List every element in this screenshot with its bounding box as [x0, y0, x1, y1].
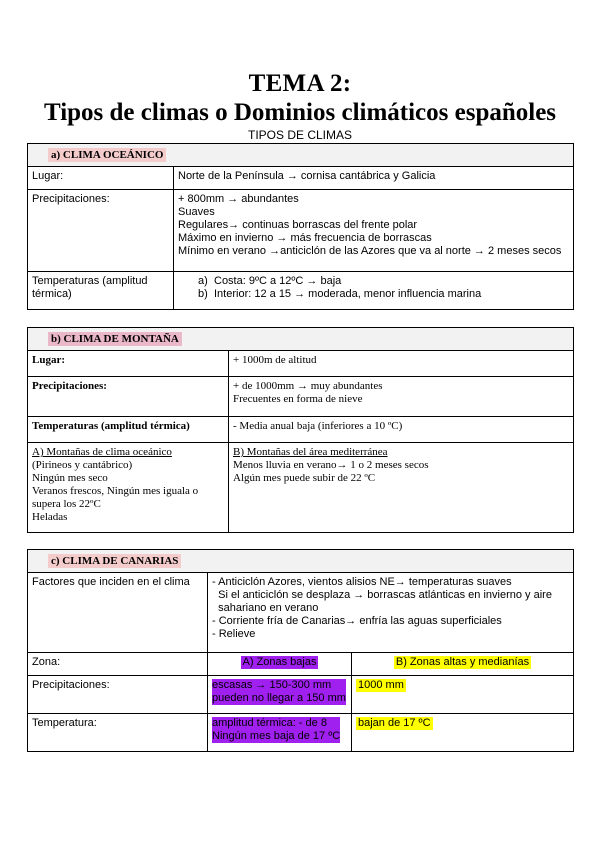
table-row — [28, 417, 574, 443]
factores-label: Factores que inciden en el clima — [28, 573, 208, 653]
detail-line: Ningún mes seco — [32, 472, 108, 484]
temp-item-text: Interior: 12 a 15 → moderada, menor influencia marina — [214, 288, 482, 300]
precip-label: Precipitaciones: — [28, 190, 174, 272]
temp-a-cell — [208, 714, 352, 752]
zona-a-cell — [208, 653, 352, 676]
lugar-label: Lugar: — [28, 351, 229, 377]
precip-line: + de 1000mm → muy abundantes — [233, 380, 383, 392]
temp-a-values — [212, 717, 340, 743]
temp-a-line: Ningún mes baja de 17 ºC — [212, 730, 341, 742]
detail-line: Veranos frescos, Ningún mes iguala o — [32, 485, 199, 497]
table-row — [28, 573, 574, 653]
precip-b-cell — [352, 676, 574, 714]
precip-a-line: escasas → 150-300 mm — [212, 679, 332, 691]
zona-a-label: A) Zonas bajas — [242, 656, 317, 668]
precip-label: Precipitaciones: — [28, 676, 208, 714]
factor-line: - Anticiclón Azores, vientos alisios NE→ temperaturas suaves — [212, 576, 512, 588]
montana-oceanica-cell — [28, 443, 229, 533]
table-header-row — [28, 328, 574, 351]
precip-b-value: 1000 mm — [358, 679, 404, 691]
factor-line: - Relieve — [212, 628, 256, 640]
subsection-title: A) Montañas de clima oceánico — [32, 446, 172, 458]
table-row — [28, 676, 574, 714]
table-clima-canarias — [27, 549, 574, 752]
section-header-montana: b) CLIMA DE MONTAÑA — [48, 332, 182, 346]
page-title-line1: TEMA 2: — [248, 70, 352, 97]
temp-item — [178, 288, 569, 301]
precip-line: Suaves — [178, 206, 215, 218]
table-clima-montana — [27, 327, 574, 533]
page-title-line2: Tipos de climas o Dominios climáticos españoles — [43, 99, 557, 126]
precip-a-line: pueden no llegar a 150 mm — [212, 692, 346, 704]
factor-line: Si el anticiclón se desplaza → borrascas atlánticas en invierno y aire — [212, 589, 552, 601]
zona-b-label: B) Zonas altas y medianías — [395, 656, 530, 668]
temp-a-line: amplitud térmica: - de 8 — [212, 717, 327, 729]
factor-line: - Corriente fría de Canarias→ enfría las aguas superficiales — [212, 615, 502, 627]
table-row — [28, 653, 574, 676]
temp-label: Temperaturas (amplitud térmica) — [28, 417, 229, 443]
table-row — [28, 167, 574, 190]
table-row — [28, 190, 574, 272]
temp-label: Temperaturas (amplitud térmica) — [28, 272, 174, 310]
detail-line: Algún mes puede subir de 22 ºC — [233, 472, 376, 484]
lugar-value: Norte de la Península → cornisa cantábrica y Galicia — [174, 167, 574, 190]
detail-line: supera los 22ºC — [32, 498, 101, 510]
detail-line: Heladas — [32, 511, 68, 523]
precip-line: Máximo en invierno → más frecuencia de borrascas — [178, 232, 432, 244]
list-marker: a) — [198, 275, 208, 287]
table-row — [28, 714, 574, 752]
list-marker: b) — [198, 288, 208, 300]
factor-line: sahariano en verano — [212, 602, 319, 614]
table-row — [28, 351, 574, 377]
section-header-canarias: c) CLIMA DE CANARIAS — [48, 554, 181, 568]
precip-values — [174, 190, 574, 272]
table-row — [28, 272, 574, 310]
precip-line: Frecuentes en forma de nieve — [233, 393, 363, 405]
lugar-label: Lugar: — [28, 167, 174, 190]
zona-label: Zona: — [28, 653, 208, 676]
table-header-row — [28, 550, 574, 573]
subsection-title: B) Montañas del área mediterránea — [233, 446, 388, 458]
table-clima-oceanico — [27, 143, 574, 310]
detail-line: (Pirineos y cantábrico) — [32, 459, 133, 471]
temp-label: Temperatura: — [28, 714, 208, 752]
temp-b-cell — [352, 714, 574, 752]
temp-item — [178, 275, 569, 288]
detail-line: Menos lluvia en verano→ 1 o 2 meses secos — [233, 459, 429, 471]
page-subtitle: TIPOS DE CLIMAS — [247, 128, 353, 142]
precip-label: Precipitaciones: — [28, 377, 229, 417]
table-header-row — [28, 144, 574, 167]
section-header-oceanico: a) CLIMA OCEÁNICO — [48, 148, 166, 162]
precip-line: Mínimo en verano →anticiclón de las Azores que va al norte → 2 meses secos — [178, 245, 562, 257]
temp-value: - Media anual baja (inferiores a 10 ºC) — [229, 417, 574, 443]
table-row — [28, 443, 574, 533]
precip-a-values — [212, 679, 346, 705]
precip-a-cell — [208, 676, 352, 714]
precip-line: + 800mm → abundantes — [178, 193, 299, 205]
lugar-value: + 1000m de altitud — [229, 351, 574, 377]
table-row — [28, 377, 574, 417]
zona-b-cell — [352, 653, 574, 676]
precip-line: Regulares→ continuas borrascas del frente polar — [178, 219, 418, 231]
precip-values — [229, 377, 574, 417]
temp-item-text: Costa: 9ºC a 12ºC → baja — [214, 275, 342, 287]
temp-b-value: bajan de 17 ºC — [358, 717, 431, 729]
montana-mediterranea-cell — [229, 443, 574, 533]
factores-values — [208, 573, 574, 653]
temp-values — [174, 272, 574, 310]
